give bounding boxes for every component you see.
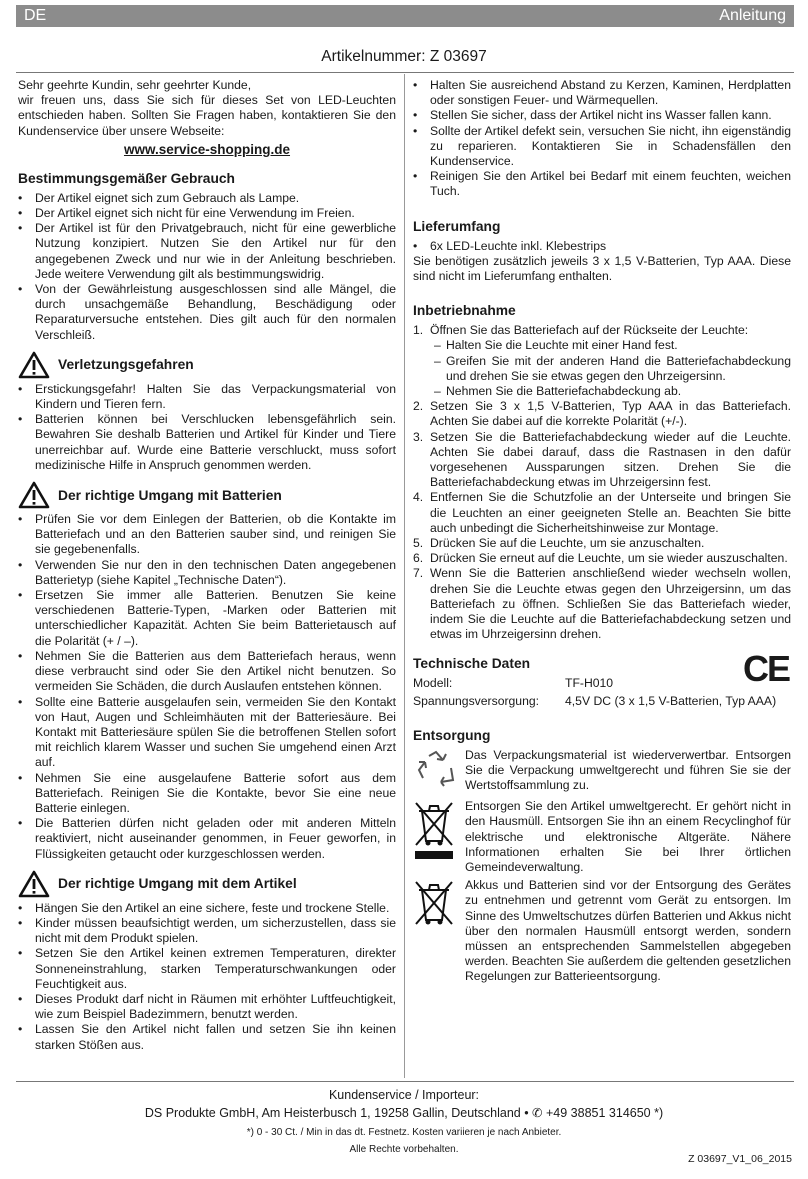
substep-item: – Halten Sie die Leuchte mit einer Hand fest. (430, 338, 791, 353)
list-item: • Verwenden Sie nur den in den technischen Daten angegebenen Batterietyp (siehe Kapitel „Technische Daten“). (18, 558, 396, 588)
step-text: Drücken Sie erneut auf die Leuchte, um sie wieder auszuschalten. (430, 551, 788, 566)
tech-key: Spannungsversorgung: (413, 693, 540, 708)
list-item: • Setzen Sie den Artikel keinen extremen Temperaturen, direkter Sonneneinstrahlung, starken Temperaturschwankungen oder Feuchtigkeit aus. (18, 946, 396, 992)
cost-note: *) 0 - 30 Ct. / Min in das dt. Festnetz. Kosten variieren je nach Anbieter. (246, 1127, 562, 1138)
list-item: • Erstickungsgefahr! Halten Sie das Verpackungsmaterial von Kindern und Tieren fern. (18, 382, 396, 412)
list-item: • Prüfen Sie vor dem Einlegen der Batterien, ob die Kontakte im Batteriefach und an den Batterien sauber sind, und reinigen Sie sie gegebenenfalls. (18, 512, 396, 558)
intro-text: wir freuen uns, dass Sie sich für dieses Set von LED-Leuchten entschieden haben. Sollten Sie Fragen haben, kontaktieren Sie den Kundenservice über unsere Webseite: (18, 93, 396, 138)
step-number: 3. (413, 429, 424, 444)
list-item: • Von der Gewährleistung ausgeschlossen sind alle Mängel, die durch unsachgemäße Behandlung, Beschädigung oder Reparaturversuche entstehen. Dies gilt auch für den normalen Verschleiß. (18, 282, 396, 343)
step-item (413, 551, 791, 566)
list-item: • Nehmen Sie die Batterien aus dem Batteriefach heraus, wenn diese verbraucht sind oder Sie den Artikel nicht benutzen. So vermeiden Sie Schäden, die durch Auslaufen entstehen können. (18, 649, 396, 695)
step-number: 7. (413, 566, 424, 581)
disposal-text: Akkus und Batterien sind vor der Entsorgung des Gerätes zu entnehmen und getrennt vom Gerät zu entsorgen. Im Sinne des Umweltschutzes dürfen Batterien und Akkus nicht über den normalen Hausmüll entsorgt werden, sondern müssen an entsprechenden Sammelstellen abgegeben werden. Beachten Sie außerdem die geltenden gesetzlichen Regelungen zur Batterieentsorgung. (465, 878, 791, 984)
tech-value: TF-H010 (565, 675, 614, 690)
warning-icon (18, 870, 50, 898)
greeting: Sehr geehrte Kundin, sehr geehrter Kunde, (18, 78, 252, 92)
column-divider (404, 74, 405, 1078)
battery-list (18, 512, 396, 862)
list-item: • Halten Sie ausreichend Abstand zu Kerzen, Kaminen, Herdplatten oder sonstigen Feuer- und Wärmequellen. (413, 78, 791, 108)
injury-list (18, 382, 396, 473)
list-item: • Nehmen Sie eine ausgelaufene Batterie sofort aus dem Batteriefach. Reinigen Sie die Kontakte, bevor Sie eine neue Batterie einlegen. (18, 771, 396, 817)
list-item: • Reinigen Sie den Artikel bei Bedarf mit einem feuchten, weichen Tuch. (413, 169, 791, 199)
step-text: Entfernen Sie die Schutzfolie an der Unterseite und bringen Sie die Leuchten an einer geeigneten Stelle an. Beachten Sie bitte auch unbedingt die Sicherheitshinweise zur Montage. (430, 490, 791, 535)
setup-title: Inbetriebnahme (413, 303, 516, 319)
usage-title: Bestimmungsgemäßer Gebrauch (18, 170, 235, 186)
disposal-title: Entsorgung (413, 727, 491, 743)
substep-item: – Greifen Sie mit der anderen Hand die Batteriefachabdeckung und drehen Sie sie etwas gegen den Uhrzeigersinn. (430, 354, 791, 384)
crossed-bin-icon (413, 878, 465, 984)
bottom-divider (16, 1081, 794, 1082)
list-item: • Dieses Produkt darf nicht in Räumen mit erhöhter Luftfeuchtigkeit, wie zum Beispiel Badezimmern, benutzt werden. (18, 992, 396, 1022)
step-item (413, 536, 791, 551)
disposal-batteries (413, 878, 791, 984)
list-item: • Der Artikel eignet sich zum Gebrauch als Lampe. (18, 191, 396, 206)
step-number: 6. (413, 551, 424, 566)
battery-heading (18, 481, 396, 509)
tech-row (413, 676, 791, 691)
list-item: • 6x LED-Leuchte inkl. Klebestrips (413, 239, 791, 254)
list-item: • Kinder müssen beaufsichtigt werden, um sicherzustellen, dass sie nicht mit dem Produkt spielen. (18, 916, 396, 946)
list-item: • Hängen Sie den Artikel an eine sichere, feste und trockene Stelle. (18, 901, 396, 916)
list-item: • Der Artikel ist für den Privatgebrauch, nicht für eine gewerbliche Nutzung konzipiert. Nutzen Sie den Artikel nur für den angegebenen Zweck und nur wie in der Anleitung beschrieben. Jede weitere Verwendung gilt als bestimmungswidrig. (18, 221, 396, 282)
warning-icon (18, 351, 50, 379)
delivery-note: Sie benötigen zusätzlich jeweils 3 x 1,5 V-Batterien, Typ AAA. Diese sind nicht im Lieferumfang enthalten. (413, 253, 791, 284)
disposal-text: Das Verpackungsmaterial ist wiederverwertbar. Entsorgen Sie die Verpackung umweltgerecht und führen Sie sie der Wertstoffsammlung zu. (465, 747, 791, 793)
disposal-text: Entsorgen Sie den Artikel umweltgerecht. Er gehört nicht in den Hausmüll. Entsorgen Sie ihn an einem Recyclinghof für elektrische und elektronische Altgeräte. Nähere Informationen erhalten Sie bei Ihrer örtlichen Gemeindeverwaltung. (465, 799, 791, 874)
injury-heading (18, 351, 396, 379)
list-item: • Sollte der Artikel defekt sein, versuchen Sie nicht, ihn eigenständig zu reparieren. Kontaktieren Sie in Schadensfällen den Kundenservice. (413, 124, 791, 170)
article-heading (18, 870, 396, 898)
injury-title: Verletzungsgefahren (58, 357, 194, 373)
disposal-device (413, 799, 791, 875)
delivery-list (413, 239, 791, 254)
list-item: • Ersetzen Sie immer alle Batterien. Benutzen Sie keine verschiedenen Batterie-Typen, -Marken oder Batterien mit unterschiedlicher Kapazität. Achten Sie beim Batterietausch auf die Polarität (+ / –). (18, 588, 396, 649)
document-id: Z 03697_V1_06_2015 (688, 1153, 792, 1165)
step-text: Drücken Sie auf die Leuchte, um sie anzuschalten. (430, 536, 705, 551)
tech-title: Technische Daten (413, 655, 531, 671)
left-column (18, 78, 396, 1053)
step-text: Öffnen Sie das Batteriefach auf der Rückseite der Leuchte: (430, 323, 749, 338)
article-title: Der richtige Umgang mit dem Artikel (58, 876, 297, 892)
recycle-icon (413, 748, 465, 796)
usage-list (18, 191, 396, 343)
setup-steps (413, 323, 791, 642)
list-item: • Die Batterien dürfen nicht geladen oder mit anderen Mitteln reaktiviert, nicht auseinander genommen, in Feuer geworfen, in Flüssigkeiten getaucht oder kurzgeschlossen werden. (18, 816, 396, 862)
list-item: • Sollte eine Batterie ausgelaufen sein, vermeiden Sie den Kontakt von Haut, Augen und Schleimhäuten mit der Batteriesäure. Bei Kontakt mit Batteriesäure spülen Sie die betroffenen Stellen sofort mit reichlich klarem Wasser und suchen Sie umgehend einen Arzt auf. (18, 695, 396, 771)
step-item (413, 430, 791, 491)
step-item (413, 323, 791, 399)
disposal-packaging (413, 748, 791, 796)
step-item (413, 399, 791, 429)
tech-key: Modell: (413, 675, 453, 690)
tech-section (413, 647, 791, 709)
article-number: Artikelnummer: Z 03697 (321, 48, 487, 65)
substep-list (430, 338, 791, 399)
step-number: 5. (413, 536, 424, 551)
substep-item: – Nehmen Sie die Batteriefachabdeckung ab. (430, 384, 791, 399)
delivery-title: Lieferumfang (413, 218, 501, 234)
step-number: 4. (413, 490, 424, 505)
header-bar (16, 5, 794, 27)
language-label: DE (24, 7, 47, 24)
article-list (18, 901, 396, 1053)
right-column (413, 78, 791, 988)
doc-type-label: Anleitung (719, 7, 786, 24)
step-text: Setzen Sie die Batteriefachabdeckung wieder auf die Leuchte. Achten Sie dabei darauf, dass die Rastnasen in den dafür vorgesehenen Aussparungen sitzen. Drehen Sie die Batteriefachabdeckung etwas im Uhrzeigersinn fest. (430, 429, 791, 490)
service-label: Kundenservice / Importeur: (328, 1088, 480, 1102)
list-item: • Stellen Sie sicher, dass der Artikel nicht ins Wasser fallen kann. (413, 108, 791, 123)
ce-mark-icon: CE (742, 647, 789, 689)
company-address: DS Produkte GmbH, Am Heisterbusch 1, 19258 Gallin, Deutschland • ✆ +49 38851 314650 *) (144, 1106, 664, 1120)
step-item (413, 490, 791, 536)
list-item: • Der Artikel eignet sich nicht für eine Verwendung im Freien. (18, 206, 396, 221)
top-divider (16, 72, 794, 73)
battery-title: Der richtige Umgang mit Batterien (58, 487, 282, 503)
list-item: • Lassen Sie den Artikel nicht fallen und setzen Sie ihn keinen starken Stößen aus. (18, 1022, 396, 1052)
step-text: Setzen Sie 3 x 1,5 V-Batterien, Typ AAA in das Batteriefach. Achten Sie dabei auf die korrekte Polarität (+/-). (430, 399, 791, 429)
crossed-bin-icon (413, 799, 465, 875)
step-text: Wenn Sie die Batterien anschließend wieder wechseln wollen, drehen Sie die Leuchte etwas gegen den Uhrzeigersinn, um das Batteriefach zu öffnen. Schließen Sie das Batteriefach wieder, indem Sie die Leuchte auf die Batteriefachabdeckung setzen und etwas im Uhrzeigersinn drehen. (430, 566, 791, 642)
rights-note: Alle Rechte vorbehalten. (349, 1144, 459, 1155)
step-number: 1. (413, 323, 424, 338)
tech-value: 4,5V DC (3 x 1,5 V-Batterien, Typ AAA) (565, 693, 777, 708)
article-list-continued (413, 78, 791, 200)
step-number: 2. (413, 399, 424, 414)
website-link[interactable]: www.service-shopping.de (123, 141, 291, 157)
warning-icon (18, 481, 50, 509)
list-item: • Batterien können bei Verschlucken lebensgefährlich sein. Bewahren Sie deshalb Batterien und Artikel für Kinder und Tiere unerreichbar auf. Wurde eine Batterie verschluckt, muss sofort medizinische Hilfe in Anspruch genommen werden. (18, 412, 396, 473)
tech-row (413, 694, 791, 709)
step-item (413, 566, 791, 642)
